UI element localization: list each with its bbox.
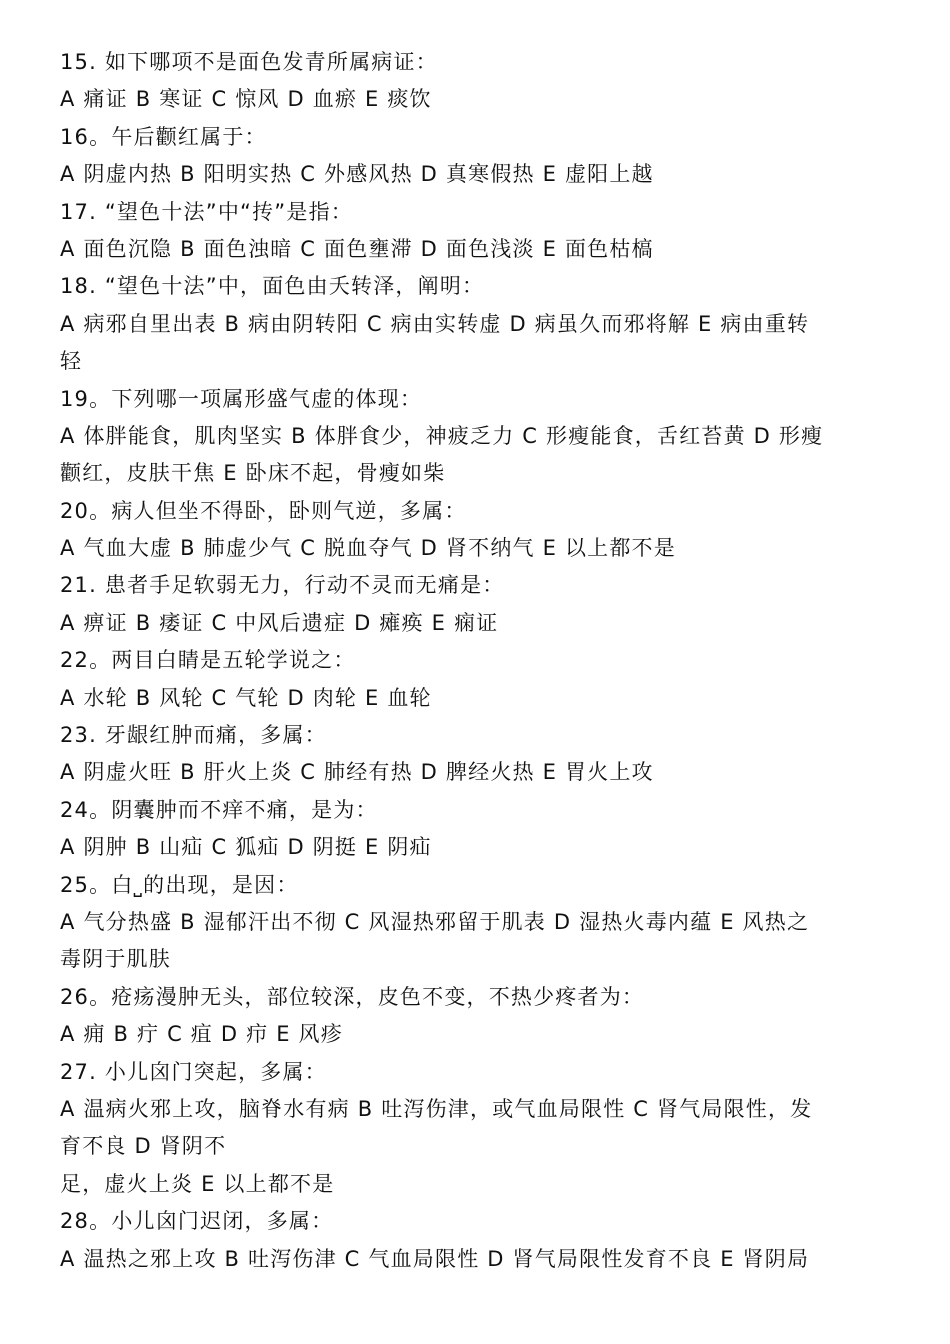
options-23: A 阴虚火旺 B 肝火上炎 C 肺经有热 D 脾经火热 E 胃火上攻 — [60, 760, 654, 785]
question-15: 15. 如下哪项不是面色发青所属病证： — [60, 50, 438, 74]
question-22: 22。两目白睛是五轮学说之： — [60, 648, 356, 673]
options-18-continued: 轻 — [60, 349, 83, 374]
question-25: 25。白⎵的出现，是因： — [60, 872, 299, 897]
question-26: 26。疮疡漫肿无头，部位较深，皮色不变，不热少疼者为： — [60, 984, 645, 1009]
question-16: 16。午后颧红属于： — [60, 124, 267, 149]
question-24: 24。阴囊肿而不痒不痛，是为： — [60, 797, 378, 822]
options-19-continued: 颧红，皮肤干焦 E 卧床不起，骨瘦如柴 — [60, 461, 446, 486]
question-18: 18. “望色十法”中，面色由夭转泽，阐明： — [60, 274, 485, 299]
question-27: 27. 小儿囟门突起，多属： — [60, 1059, 327, 1084]
options-26: A 痈 B 疔 C 疽 D 疖 E 风疹 — [60, 1022, 343, 1047]
options-16: A 阴虚内热 B 阳明实热 C 外感风热 D 真寒假热 E 虚阳上越 — [60, 162, 654, 187]
options-27-continued: 育不良 D 肾阴不 — [60, 1134, 227, 1159]
question-20: 20。病人但坐不得卧，卧则气逆，多属： — [60, 498, 467, 523]
options-25: A 气分热盛 B 湿郁汗出不彻 C 风湿热邪留于肌表 D 湿热火毒内蕴 E 风热之 — [60, 909, 810, 934]
question-19: 19。下列哪一项属形盛气虚的体现： — [60, 386, 423, 411]
options-28: A 温热之邪上攻 B 吐泻伤津 C 气血局限性 D 肾气局限性发育不良 E 肾阴局 — [60, 1246, 810, 1271]
document-page — [60, 44, 890, 1278]
options-20: A 气血大虚 B 肺虚少气 C 脱血夺气 D 肾不纳气 E 以上都不是 — [60, 536, 676, 561]
options-27: A 温病火邪上攻，脑脊水有病 B 吐泻伤津，或气血局限性 C 肾气局限性，发 — [60, 1096, 813, 1121]
options-21: A 痹证 B 痿证 C 中风后遗症 D 瘫痪 E 痫证 — [60, 610, 499, 635]
question-17: 17. “望色十法”中“抟”是指： — [60, 199, 353, 224]
options-24: A 阴肿 B 山疝 C 狐疝 D 阴挺 E 阴疝 — [60, 835, 432, 860]
options-27-continued-2: 足，虚火上炎 E 以上都不是 — [60, 1171, 335, 1196]
question-28: 28。小儿囟门迟闭，多属： — [60, 1209, 334, 1234]
options-18: A 病邪自里出表 B 病由阴转阳 C 病由实转虚 D 病虽久而邪将解 E 病由重转 — [60, 311, 810, 336]
options-22: A 水轮 B 风轮 C 气轮 D 肉轮 E 血轮 — [60, 685, 432, 710]
options-15: A 痛证 B 寒证 C 惊风 D 血瘀 E 痰饮 — [60, 87, 432, 112]
options-19: A 体胖能食，肌肉坚实 B 体胖食少，神疲乏力 C 形瘦能食，舌红苔黄 D 形瘦 — [60, 423, 824, 448]
question-23: 23. 牙龈红肿而痛，多属： — [60, 723, 327, 748]
options-17: A 面色沉隐 B 面色浊暗 C 面色壅滞 D 面色浅淡 E 面色枯槁 — [60, 236, 654, 261]
options-25-continued: 毒阴于肌肤 — [60, 947, 171, 972]
question-21: 21. 患者手足软弱无力，行动不灵而无痛是： — [60, 573, 505, 598]
